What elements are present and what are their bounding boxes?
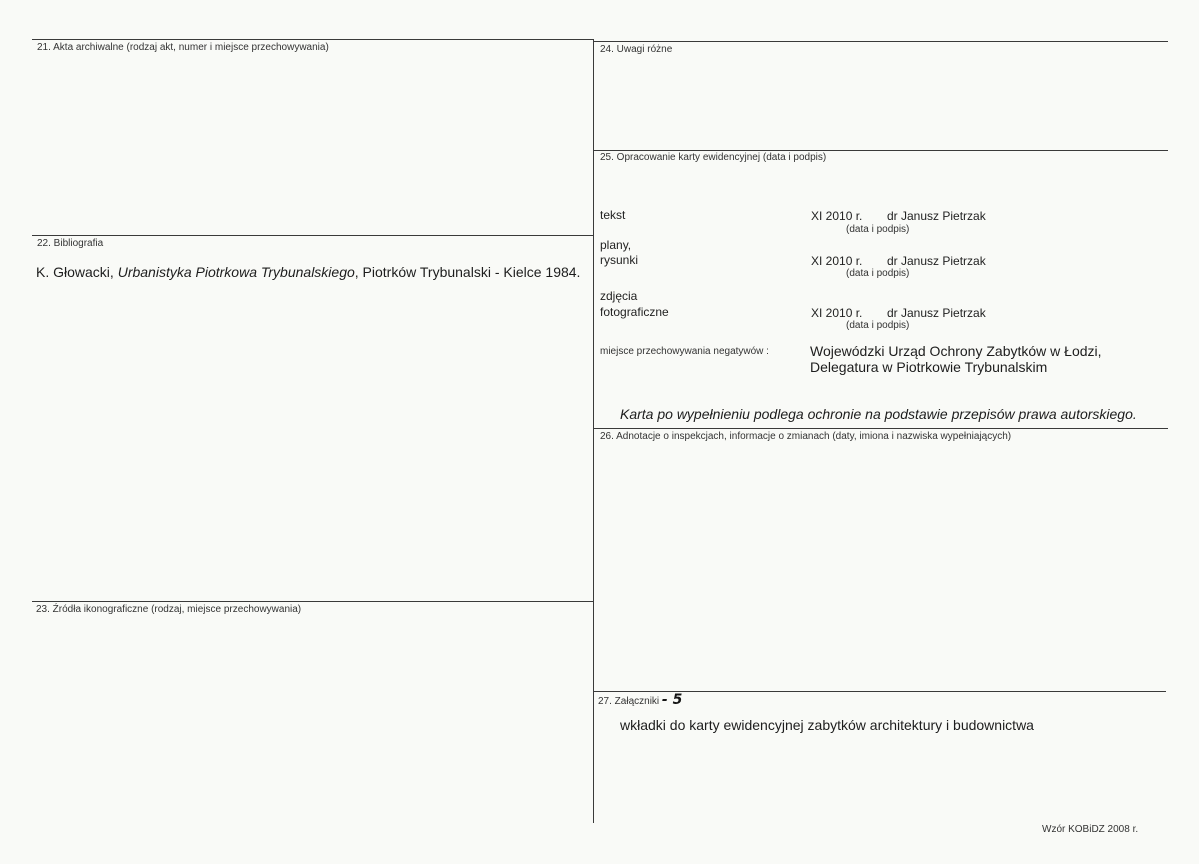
row-plans-person: dr Janusz Pietrzak xyxy=(887,254,986,268)
divider-22-23 xyxy=(32,601,594,602)
bibliography-title: Urbanistyka Piotrkowa Trybunalskiego xyxy=(117,264,355,280)
row-text-date: XI 2010 r. xyxy=(811,209,863,223)
copyright-note: Karta po wypełnieniu podlega ochronie na podstawie przepisów prawa autorskiego. xyxy=(620,406,1137,422)
form-version-footer: Wzór KOBiDZ 2008 r. xyxy=(1042,824,1139,835)
section-27-label xyxy=(598,692,682,708)
row-photos-caption: (data i podpis) xyxy=(846,320,910,331)
divider-top-right xyxy=(594,41,1168,42)
section-23-label: 23. Źródła ikonograficzne (rodzaj, miejsce przechowywania) xyxy=(36,604,302,615)
divider-24-25 xyxy=(594,150,1168,151)
row-text-person: dr Janusz Pietrzak xyxy=(887,209,986,223)
negatives-storage-line-1: Wojewódzki Urząd Ochrony Zabytków w Łodzi, xyxy=(810,343,1102,359)
row-plans-date: XI 2010 r. xyxy=(811,254,863,268)
divider-21-22 xyxy=(32,235,594,236)
handwritten-attachment-count: - 5 xyxy=(661,692,683,708)
row-plans-caption: (data i podpis) xyxy=(846,268,910,279)
attachments-content: wkładki do karty ewidencyjnej zabytków architektury i budownictwa xyxy=(620,717,1034,733)
row-photos-date: XI 2010 r. xyxy=(811,306,863,320)
section-26-label: 26. Adnotacje o inspekcjach, informacje o zmianach (daty, imiona i nazwiska wypełniających) xyxy=(600,431,1012,442)
row-text-label: tekst xyxy=(600,208,626,222)
row-photos-label-1: zdjęcia xyxy=(600,289,638,303)
negatives-storage-line-2: Delegatura w Piotrkowie Trybunalskim xyxy=(810,359,1048,375)
row-photos-label-2: fotograficzne xyxy=(600,305,669,319)
section-27-label-text: 27. Załączniki xyxy=(598,696,660,707)
section-22-label: 22. Bibliografia xyxy=(37,238,104,249)
row-plans-label-2: rysunki xyxy=(600,253,639,267)
bibliography-entry xyxy=(36,264,580,280)
divider-center-vertical xyxy=(593,39,594,823)
divider-25-26 xyxy=(594,428,1168,429)
bibliography-publication: , Piotrków Trybunalski - Kielce 1984. xyxy=(354,264,581,280)
row-photos-person: dr Janusz Pietrzak xyxy=(887,306,986,320)
section-24-label: 24. Uwagi różne xyxy=(600,44,673,55)
negatives-storage-label: miejsce przechowywania negatywów : xyxy=(600,346,769,357)
bibliography-author: K. Głowacki, xyxy=(36,264,114,280)
row-text-caption: (data i podpis) xyxy=(846,224,910,235)
section-21-label: 21. Akta archiwalne (rodzaj akt, numer i miejsce przechowywania) xyxy=(37,42,329,53)
divider-top-left xyxy=(32,39,594,40)
section-25-label: 25. Opracowanie karty ewidencyjnej (data i podpis) xyxy=(600,152,827,163)
row-plans-label-1: plany, xyxy=(600,238,632,252)
